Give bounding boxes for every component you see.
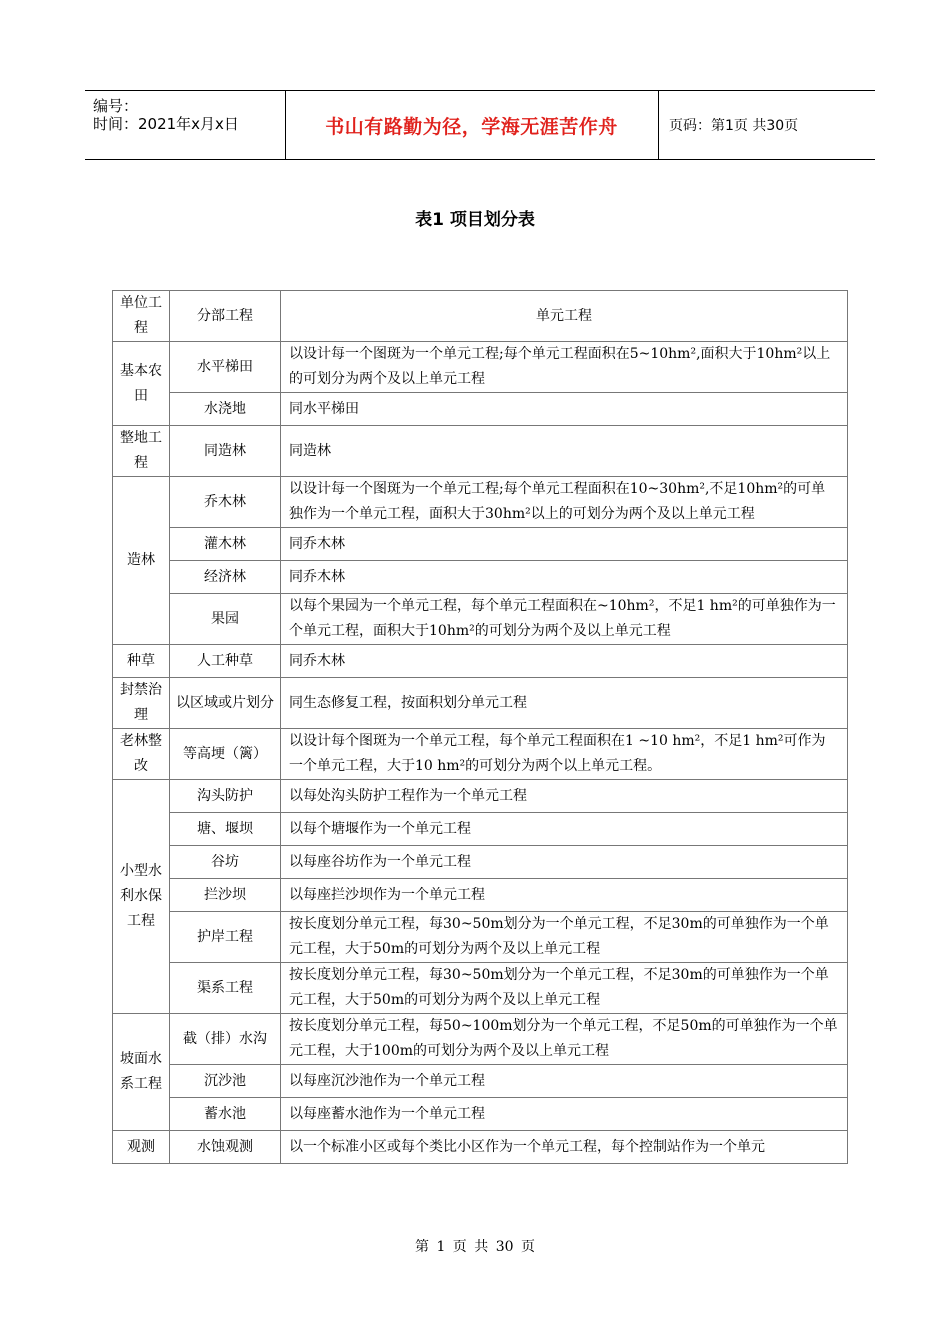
sub-project-cell: 人工种草 [170, 645, 281, 678]
element-project-cell: 同水平梯田 [281, 393, 848, 426]
sub-project-cell: 沉沙池 [170, 1065, 281, 1098]
table-row [113, 594, 848, 645]
sub-project-cell: 经济林 [170, 561, 281, 594]
element-project-cell: 以设计每个图斑为一个单元工程，每个单元工程面积在1 ~10 hm²，不足1 hm²可作为一个单元工程，大于10 hm²的可划分为两个以上单元工程。 [281, 729, 848, 780]
sub-project-cell: 水浇地 [170, 393, 281, 426]
unit-project-cell: 封禁治理 [113, 678, 170, 729]
element-project-cell: 按长度划分单元工程，每30~50m划分为一个单元工程，不足30m的可单独作为一个单元工程，大于50m的可划分为两个及以上单元工程 [281, 963, 848, 1014]
column-header-sub-project: 分部工程 [170, 291, 281, 342]
element-project-cell: 以每座蓄水池作为一个单元工程 [281, 1098, 848, 1131]
table-row [113, 678, 848, 729]
element-project-cell: 同生态修复工程，按面积划分单元工程 [281, 678, 848, 729]
sub-project-cell: 蓄水池 [170, 1098, 281, 1131]
sub-project-cell: 塘、堰坝 [170, 813, 281, 846]
element-project-cell: 同乔木林 [281, 528, 848, 561]
sub-project-cell: 渠系工程 [170, 963, 281, 1014]
unit-project-cell: 基本农田 [113, 342, 170, 426]
element-project-cell: 以每处沟头防护工程作为一个单元工程 [281, 780, 848, 813]
sub-project-cell: 果园 [170, 594, 281, 645]
sub-project-cell: 护岸工程 [170, 912, 281, 963]
table-row [113, 645, 848, 678]
sub-project-cell: 以区域或片划分 [170, 678, 281, 729]
table-row [113, 1131, 848, 1164]
element-project-cell: 以一个标准小区或每个类比小区作为一个单元工程，每个控制站作为一个单元 [281, 1131, 848, 1164]
header-motto-cell [285, 91, 659, 159]
element-project-cell: 以设计每一个图斑为一个单元工程;每个单元工程面积在5~10hm²,面积大于10hm²以上的可划分为两个及以上单元工程 [281, 342, 848, 393]
table-row [113, 477, 848, 528]
element-project-cell: 同乔木林 [281, 561, 848, 594]
column-header-element-project: 单元工程 [281, 291, 848, 342]
element-project-cell: 以每座拦沙坝作为一个单元工程 [281, 879, 848, 912]
element-project-cell: 以每个果园为一个单元工程，每个单元工程面积在~10hm²，不足1 hm²的可单独作为一个单元工程，面积大于10hm²的可划分为两个及以上单元工程 [281, 594, 848, 645]
sub-project-cell: 拦沙坝 [170, 879, 281, 912]
unit-project-cell: 小型水利水保工程 [113, 780, 170, 1014]
element-project-cell: 以设计每一个图斑为一个单元工程;每个单元工程面积在10~30hm²,不足10hm²的可单独作为一个单元工程，面积大于30hm²以上的可划分为两个及以上单元工程 [281, 477, 848, 528]
table-row [113, 342, 848, 393]
sub-project-cell: 等高埂（篱） [170, 729, 281, 780]
element-project-cell: 按长度划分单元工程，每30~50m划分为一个单元工程，不足30m的可单独作为一个单元工程，大于50m的可划分为两个及以上单元工程 [281, 912, 848, 963]
sub-project-cell: 水平梯田 [170, 342, 281, 393]
element-project-cell: 同乔木林 [281, 645, 848, 678]
page-footer: 第 1 页 共 30 页 [415, 1239, 535, 1255]
table-row [113, 879, 848, 912]
sub-project-cell: 乔木林 [170, 477, 281, 528]
project-division-table [112, 290, 848, 1164]
document-number-label: 编号： [93, 97, 139, 115]
document-time-label: 时间：2021年x月x日 [93, 115, 239, 133]
sub-project-cell: 灌木林 [170, 528, 281, 561]
table-body [113, 291, 848, 1164]
table-row [113, 729, 848, 780]
unit-project-cell: 造林 [113, 477, 170, 645]
unit-project-cell: 坡面水系工程 [113, 1014, 170, 1131]
header-meta-cell [85, 91, 286, 159]
sub-project-cell: 截（排）水沟 [170, 1014, 281, 1065]
table-row [113, 426, 848, 477]
unit-project-cell: 老林整改 [113, 729, 170, 780]
table-row [113, 561, 848, 594]
table-row [113, 1065, 848, 1098]
table-row [113, 780, 848, 813]
header-motto: 书山有路勤为径，学海无涯苦作舟 [325, 115, 618, 138]
element-project-cell: 以每座沉沙池作为一个单元工程 [281, 1065, 848, 1098]
sub-project-cell: 同造林 [170, 426, 281, 477]
table-row [113, 393, 848, 426]
table-row [113, 528, 848, 561]
element-project-cell: 按长度划分单元工程，每50~100m划分为一个单元工程，不足50m的可单独作为一个单元工程，大于100m的可划分为两个及以上单元工程 [281, 1014, 848, 1065]
element-project-cell: 以每个塘堰作为一个单元工程 [281, 813, 848, 846]
unit-project-cell: 种草 [113, 645, 170, 678]
unit-project-cell: 观测 [113, 1131, 170, 1164]
unit-project-cell: 整地工程 [113, 426, 170, 477]
column-header-unit-project: 单位工程 [113, 291, 170, 342]
table-row [113, 1014, 848, 1065]
sub-project-cell: 沟头防护 [170, 780, 281, 813]
table-row [113, 963, 848, 1014]
table-row [113, 1098, 848, 1131]
header-page-info: 页码：第1页 共30页 [669, 118, 799, 134]
header-page-cell [659, 91, 875, 159]
element-project-cell: 以每座谷坊作为一个单元工程 [281, 846, 848, 879]
table-row [113, 846, 848, 879]
table-row [113, 912, 848, 963]
document-header [85, 90, 875, 160]
table-row [113, 813, 848, 846]
sub-project-cell: 谷坊 [170, 846, 281, 879]
element-project-cell: 同造林 [281, 426, 848, 477]
table-title: 表1 项目划分表 [415, 210, 535, 230]
table-header-row [113, 291, 848, 342]
sub-project-cell: 水蚀观测 [170, 1131, 281, 1164]
